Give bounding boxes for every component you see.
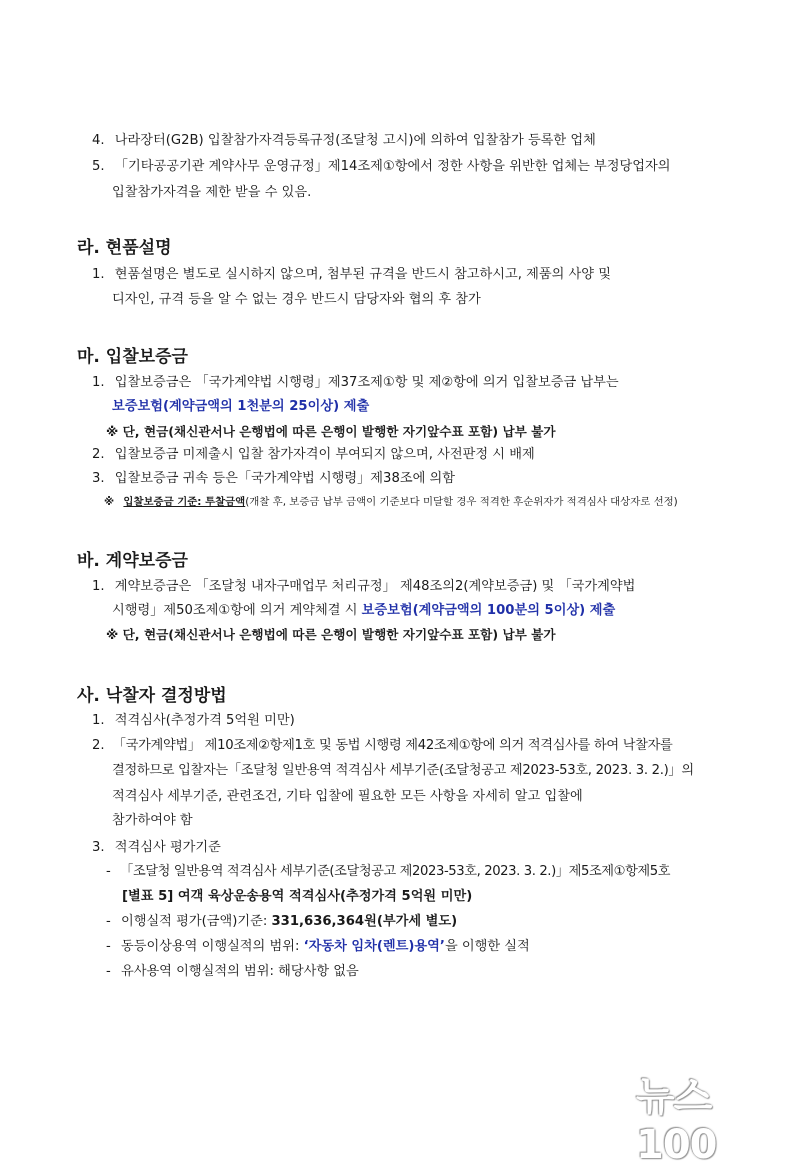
item-5 [92,157,670,177]
item-number: 1. [92,375,105,390]
item-text: 계약보증금은 「조달청 내자구매업무 처리규정」 제48조의2(계약보증금) 및 「국가계약법 [114,579,636,594]
item-number: 4. [92,133,105,148]
dash-mark: - [106,864,111,879]
sa-item-2-line-3: 적격심사 세부기준, 관련조건, 기타 입찰에 필요한 모든 사항을 자세히 알고 입찰에 [112,789,583,804]
sa-dash-1-bold: [별표 5] 여객 육상운송용역 적격심사(추정가격 5억원 미만) [122,889,473,904]
item-text: 입찰보증금은 「국가계약법 시행령」제37조제①항 및 제②항에 의거 입찰보증금 납부는 [114,375,619,390]
item-text: 적격심사 평가기준 [114,840,221,855]
highlight-text: 보증보험(계약금액의 100분의 5이상) 제출 [361,603,616,618]
item-number: 2. [92,738,105,753]
item-text: 입찰보증금 미제출시 입찰 참가자격이 부여되지 않으며, 사전판정 시 배제 [114,447,535,462]
dash-text: 이행실적 평가(금액)기준: [120,914,272,929]
ra-item-1 [92,265,611,285]
ma-item-1-highlight: 보증보험(계약금액의 1천분의 25이상) 제출 [112,399,370,414]
dash-mark: - [106,964,111,979]
ma-item-1 [92,373,619,393]
sa-item-2 [92,736,672,756]
dash-text: 동등이상용역 이행실적의 범위: [120,939,304,954]
ma-item-2 [92,445,535,465]
note-text: (개찰 후, 보증금 납부 금액이 기준보다 미달할 경우 적격한 후순위자가 적격심사 대상자로 선정) [245,496,678,508]
item-5-continuation: 입찰참가자격을 제한 받을 수 있음. [112,185,312,200]
ma-item-3 [92,469,455,489]
note-underlined: 입찰보증금 기준: 투찰금액 [123,496,246,508]
dash-highlight: ‘자동차 임차(렌트)용역’ [303,939,445,954]
item-text: 입찰보증금 귀속 등은「국가계약법 시행령」제38조에 의함 [114,471,455,486]
dash-mark: - [106,939,111,954]
item-number: 3. [92,471,105,486]
dash-mark: - [106,914,111,929]
ra-item-1-continuation: 디자인, 규격 등을 알 수 없는 경우 반드시 담당자와 협의 후 참가 [112,292,481,307]
ba-note-1: ※ 단, 현금(채신관서나 은행법에 따른 은행이 발행한 자기앞수표 포함) 납부 불가 [106,627,556,642]
item-text: 나라장터(G2B) 입찰참가자격등록규정(조달청 고시)에 의하여 입찰참가 등록한 업체 [114,133,596,148]
item-text: 적격심사(추정가격 5억원 미만) [114,713,295,728]
item-number: 1. [92,713,105,728]
section-heading-ba: 바. 계약보증금 [77,551,188,571]
dash-text: 을 이행한 실적 [444,939,530,954]
ba-item-1-continuation [112,601,615,621]
item-number: 1. [92,579,105,594]
item-4 [92,131,596,151]
dash-text: 유사용역 이행실적의 범위: 해당사항 없음 [120,964,359,979]
note-mark: ※ [104,496,115,508]
sa-dash-1 [106,862,670,882]
sa-item-2-line-2: 결정하므로 입찰자는「조달청 일반용역 적격심사 세부기준(조달청공고 제2023-53호, 2023. 3. 2.)」의 [112,763,694,778]
dash-bold: 331,636,364원(부가세 별도) [271,914,458,929]
ba-item-1 [92,577,635,597]
item-text: 「기타공공기관 계약사무 운영규정」제14조제①항에서 정한 사항을 위반한 업체는 부정당업자의 [114,159,671,174]
sa-dash-4 [106,962,359,982]
item-number: 1. [92,267,105,282]
sa-dash-3 [106,937,530,957]
sa-item-1 [92,711,295,731]
dash-text: 「조달청 일반용역 적격심사 세부기준(조달청공고 제2023-53호, 2023. 3. 2.)」제5조제①항제5호 [120,864,671,879]
item-number: 5. [92,159,105,174]
sa-item-3 [92,838,221,858]
section-heading-sa: 사. 낙찰자 결정방법 [77,686,227,706]
sa-dash-2 [106,912,457,932]
sa-item-2-line-4: 참가하여야 함 [112,813,193,828]
news100-watermark-logo: 뉴스100 [636,1074,717,1168]
ma-note-2 [104,492,678,512]
item-number: 2. [92,447,105,462]
section-heading-ma: 마. 입찰보증금 [77,347,188,367]
item-text: 현품설명은 별도로 실시하지 않으며, 첨부된 규격을 반드시 참고하시고, 제품의 사양 및 [114,267,611,282]
section-heading-ra: 라. 현품설명 [77,238,172,258]
item-number: 3. [92,840,105,855]
item-text: 「국가계약법」 제10조제②항제1호 및 동법 시행령 제42조제①항에 의거 적격심사를 하여 낙찰자를 [112,738,673,753]
ma-note-1: ※ 단, 현금(채신관서나 은행법에 따른 은행이 발행한 자기앞수표 포함) 납부 불가 [106,424,556,439]
item-text: 시행령」제50조제①항에 의거 계약체결 시 [112,603,362,618]
